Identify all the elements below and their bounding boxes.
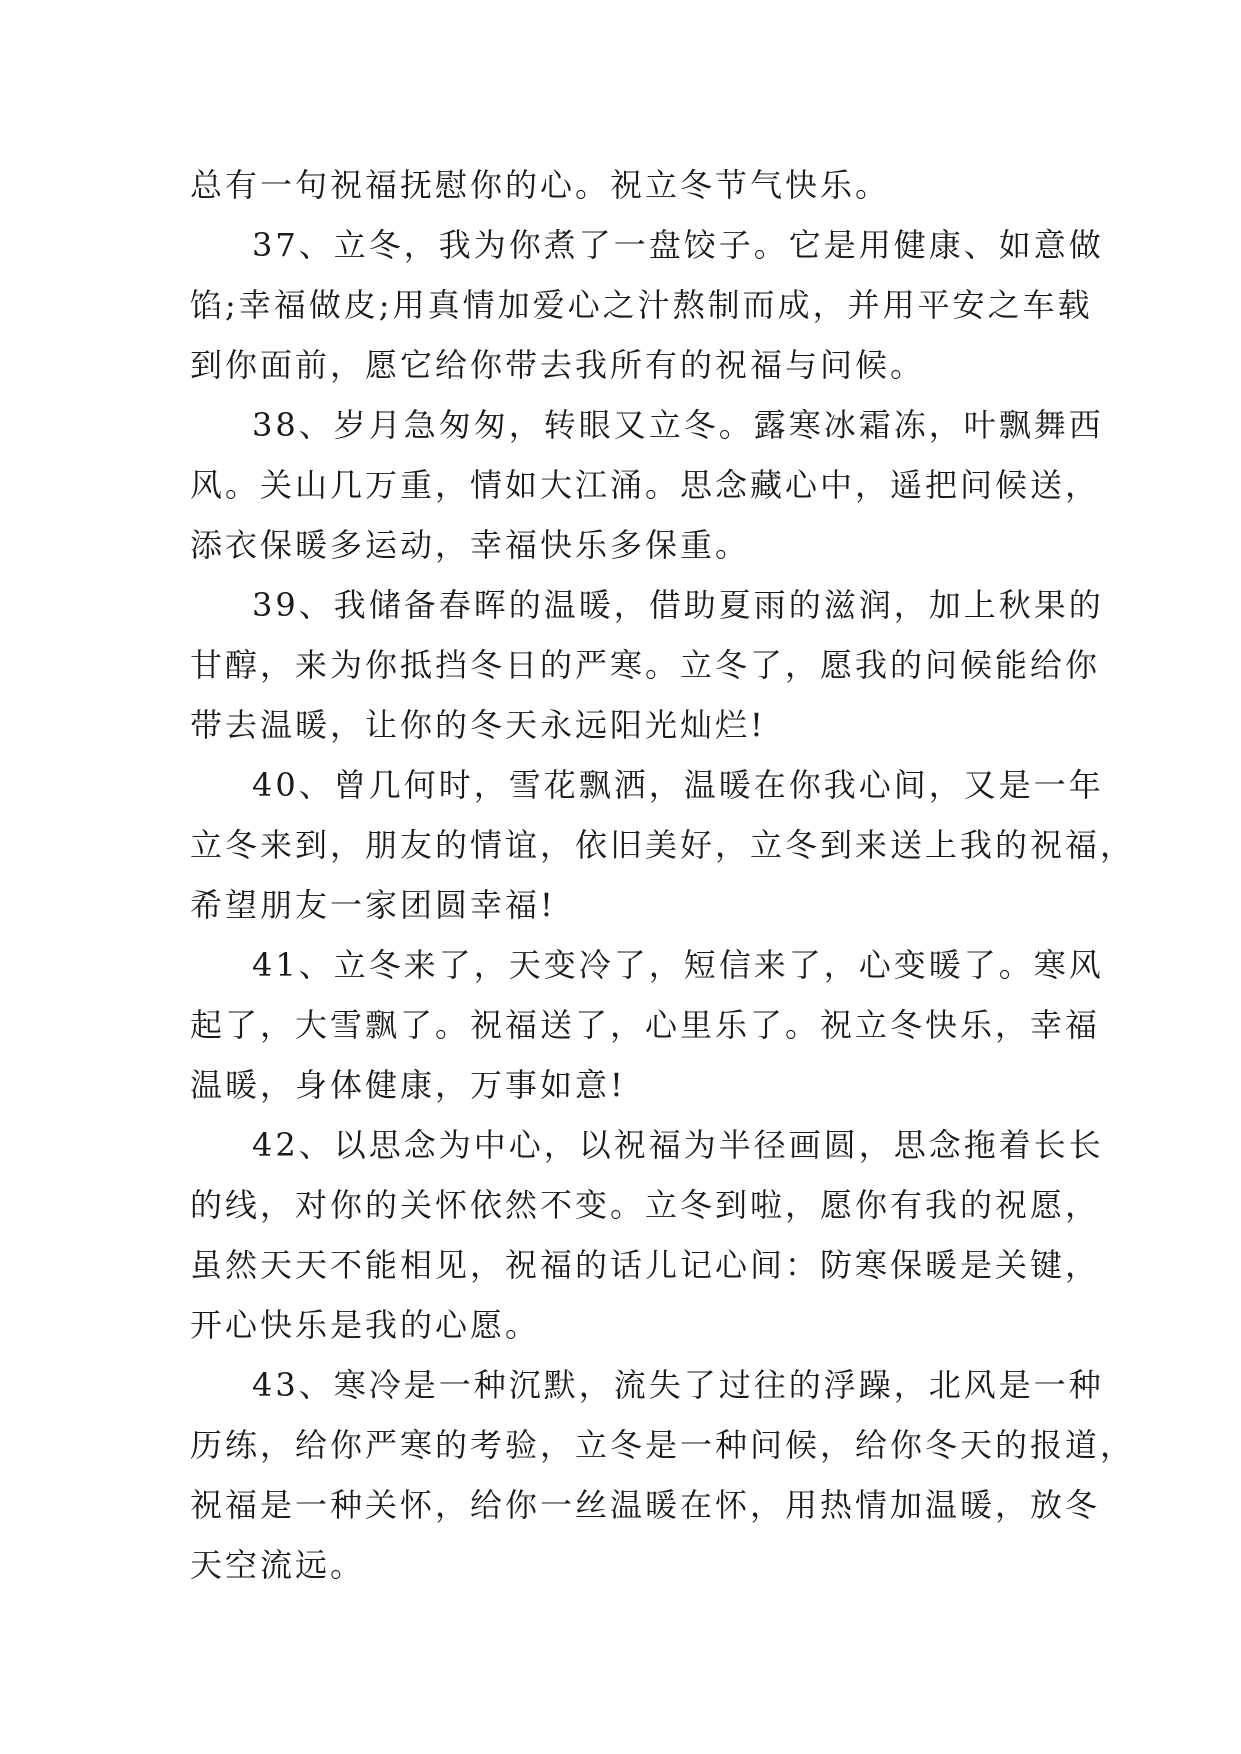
text-line: 的线，对你的关怀依然不变。立冬到啦，愿你有我的祝愿， bbox=[190, 1186, 1101, 1224]
text-line: 历练，给你严寒的考验，立冬是一种问候，给你冬天的报道， bbox=[190, 1426, 1136, 1464]
document-body bbox=[190, 155, 1136, 1595]
text-line: 天空流远。 bbox=[190, 1546, 366, 1584]
text-line: 总有一句祝福抚慰你的心。祝立冬节气快乐。 bbox=[190, 166, 891, 204]
text-line: 到你面前，愿它给你带去我所有的祝福与问候。 bbox=[190, 346, 926, 384]
text-line: 开心快乐是我的心愿。 bbox=[190, 1306, 541, 1344]
text-line: 甘醇，来为你抵挡冬日的严寒。立冬了，愿我的问候能给你 bbox=[190, 646, 1101, 684]
text-line: 风。关山几万重，情如大江涌。思念藏心中，遥把问候送， bbox=[190, 466, 1101, 504]
text-line: 起了，大雪飘了。祝福送了，心里乐了。祝立冬快乐，幸福 bbox=[190, 1006, 1101, 1044]
text-line: 馅;幸福做皮;用真情加爱心之汁熬制而成，并用平安之车载 bbox=[190, 286, 1093, 324]
paragraph-first-line: 42、以思念为中心，以祝福为半径画圆，思念拖着长长 bbox=[252, 1126, 1104, 1164]
paragraph-first-line: 37、立冬，我为你煮了一盘饺子。它是用健康、如意做 bbox=[252, 226, 1104, 264]
text-line: 祝福是一种关怀，给你一丝温暖在怀，用热情加温暖，放冬 bbox=[190, 1486, 1101, 1524]
paragraph-first-line: 39、我储备春晖的温暖，借助夏雨的滋润，加上秋果的 bbox=[252, 586, 1104, 624]
text-line: 添衣保暖多运动，幸福快乐多保重。 bbox=[190, 526, 751, 564]
paragraph-first-line: 41、立冬来了，天变冷了，短信来了，心变暖了。寒风 bbox=[252, 946, 1104, 984]
paragraph-first-line: 38、岁月急匆匆，转眼又立冬。露寒冰霜冻，叶飘舞西 bbox=[252, 406, 1104, 444]
paragraph-first-line: 43、寒冷是一种沉默，流失了过往的浮躁，北风是一种 bbox=[252, 1366, 1104, 1404]
paragraph-first-line: 40、曾几何时，雪花飘洒，温暖在你我心间，又是一年 bbox=[252, 766, 1104, 804]
text-line: 希望朋友一家团圆幸福! bbox=[190, 886, 556, 924]
text-line: 虽然天天不能相见，祝福的话儿记心间：防寒保暖是关键， bbox=[190, 1246, 1101, 1284]
text-line: 温暖，身体健康，万事如意! bbox=[190, 1066, 626, 1104]
text-line: 立冬来到，朋友的情谊，依旧美好，立冬到来送上我的祝福， bbox=[190, 826, 1136, 864]
text-line: 带去温暖，让你的冬天永远阳光灿烂! bbox=[190, 706, 766, 744]
